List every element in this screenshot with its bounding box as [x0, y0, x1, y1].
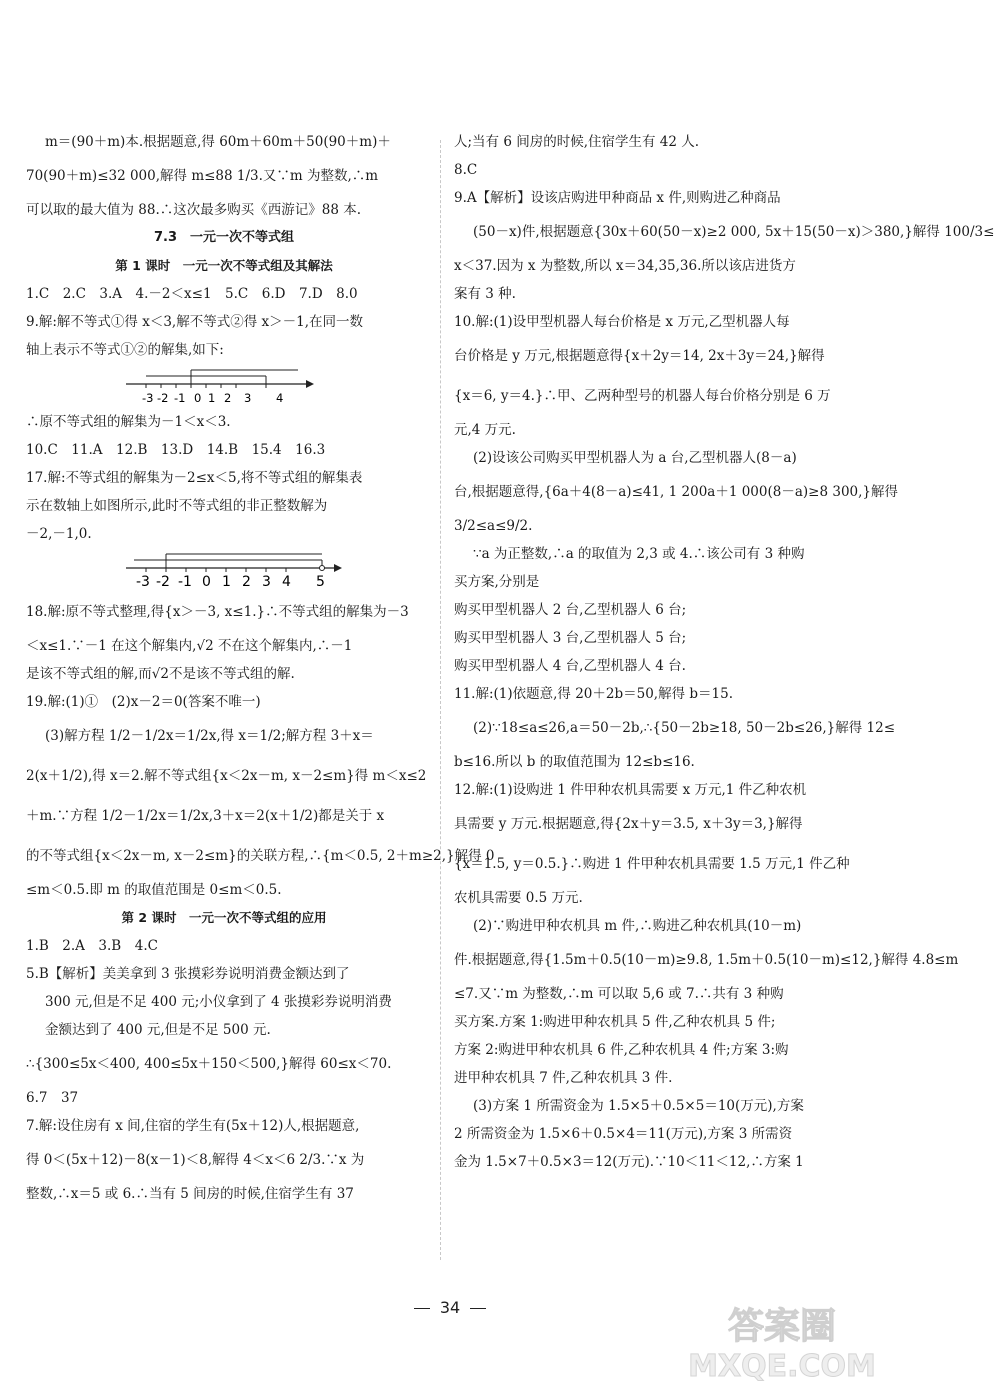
text-line: 进甲种农机具 7 件,乙种农机具 3 件. — [454, 1070, 673, 1086]
text-line: 整数,∴x＝5 或 6.∴当有 5 间房的时候,住宿学生有 37 — [26, 1186, 354, 1202]
text-line: (2)∵18≤a≤26,a＝50－2b,∴{50－2b≥18, 50－2b≤26,}解得 12≤ — [473, 720, 896, 736]
text-line: 300 元,但是不足 400 元;小仪拿到了 4 张摸彩券说明消费 — [45, 994, 392, 1010]
watermark-logo — [682, 1296, 882, 1382]
text-line: 元,4 万元. — [454, 422, 516, 438]
number-line-diagram-1 — [26, 364, 422, 408]
tick-label: -3 — [142, 391, 154, 405]
text-line: (50－x)件,根据题意{30x＋60(50－x)≥2 000, 5x＋15(50－x)＞380,}解得 100/3≤ — [473, 224, 994, 240]
tick-label: 1 — [222, 574, 231, 590]
page-number-text: 34 — [439, 1298, 461, 1317]
tick-label: 4 — [276, 391, 284, 405]
text-line: 农机具需要 0.5 万元. — [454, 890, 583, 906]
text-line: 2 所需资金为 1.5×6＋0.5×4＝11(万元),方案 3 所需资 — [454, 1126, 793, 1142]
page-dash-left — [414, 1308, 430, 1309]
text-line: {x＝6, y＝4.}∴甲、乙两种型号的机器人每台价格分别是 6 万 — [454, 388, 831, 404]
tick-label: 2 — [224, 391, 232, 405]
tick-label: 5 — [316, 574, 325, 590]
column-divider — [440, 140, 441, 1260]
tick-label: 0 — [194, 391, 202, 405]
text-line: ≤m＜0.5.即 m 的取值范围是 0≤m＜0.5. — [26, 882, 282, 898]
tick-label: -1 — [178, 574, 192, 590]
tick-label: -3 — [136, 574, 150, 590]
text-line: 购买甲型机器人 3 台,乙型机器人 5 台; — [454, 630, 687, 646]
text-line: 9.A【解析】设该店购进甲种商品 x 件,则购进乙种商品 — [454, 190, 781, 206]
answer-line: 1.C 2.C 3.A 4.－2＜x≤1 5.C 6.D 7.D 8.0 — [26, 286, 358, 302]
text-line: 买方案.方案 1:购进甲种农机具 5 件,乙种农机具 5 件; — [454, 1014, 776, 1030]
text-line: 9.解:解不等式①得 x＜3,解不等式②得 x＞－1,在同一数 — [26, 314, 363, 330]
tick-label: -1 — [174, 391, 186, 405]
text-line: 方案 2:购进甲种农机具 6 件,乙种农机具 4 件;方案 3:购 — [454, 1042, 789, 1058]
text-line: ∴{300≤5x＜400, 400≤5x＋150＜500,}解得 60≤x＜70. — [26, 1056, 392, 1072]
text-line: 70(90＋m)≤32 000,解得 m≤88 1/3.又∵m 为整数,∴m — [26, 168, 379, 184]
text-line: 具需要 y 万元.根据题意,得{2x＋y＝3.5, x＋3y＝3,}解得 — [454, 816, 803, 832]
text-line: 金额达到了 400 元,但是不足 500 元. — [45, 1022, 271, 1038]
text-line: 案有 3 种. — [454, 286, 516, 302]
tick-label: 3 — [262, 574, 271, 590]
page-dash-right — [470, 1308, 486, 1309]
text-line: (3)方案 1 所需资金为 1.5×5＋0.5×5＝10(万元),方案 — [473, 1098, 804, 1114]
answer-line: 8.C — [454, 162, 478, 178]
text-line: b≤16.所以 b 的取值范围为 12≤b≤16. — [454, 754, 695, 770]
text-line: 是该不等式组的解,而√2不是该不等式组的解. — [26, 666, 295, 682]
tick-label: -2 — [156, 574, 170, 590]
text-line: 19.解:(1)① (2)x－2＝0(答案不唯一) — [26, 694, 261, 710]
text-line: 买方案,分别是 — [454, 574, 540, 590]
watermark-text: 答案圈 — [727, 1306, 837, 1347]
section-heading: 7.3 一元一次不等式组 — [153, 230, 295, 245]
text-line: 购买甲型机器人 4 台,乙型机器人 4 台. — [454, 658, 686, 674]
text-line: ∵a 为正整数,∴a 的取值为 2,3 或 4.∴该公司有 3 种购 — [473, 546, 805, 562]
text-line: 3/2≤a≤9/2. — [454, 518, 533, 534]
number-line-diagram-2 — [26, 548, 422, 592]
tick-label: 1 — [208, 391, 216, 405]
tick-label: -2 — [157, 391, 169, 405]
text-line: 得 0＜(5x＋12)－8(x－1)＜8,解得 4＜x＜6 2/3.∵x 为 — [26, 1152, 365, 1168]
lesson-heading: 第 2 课时 一元一次不等式组的应用 — [121, 910, 327, 925]
right-column — [454, 128, 994, 1176]
text-line: 可以取的最大值为 88.∴这次最多购买《西游记》88 本. — [26, 202, 362, 218]
text-line: (2)∵购进甲种农机具 m 件,∴购进乙种农机具(10－m) — [473, 918, 802, 934]
tick-label: 0 — [202, 574, 211, 590]
tick-label: 4 — [282, 574, 291, 590]
tick-label: 3 — [244, 391, 252, 405]
text-line: 金为 1.5×7＋0.5×3＝12(万元).∵10＜11＜12,∴方案 1 — [454, 1154, 804, 1170]
text-line: 的不等式组{x＜2x－m, x－2≤m}的关联方程,∴{m＜0.5, 2＋m≥2,}解得 0 — [26, 848, 495, 864]
text-line: ＋m.∵方程 1/2－1/2x＝1/2x,3＋x＝2(x＋1/2)都是关于 x — [26, 808, 385, 824]
text-line: 2(x＋1/2),得 x＝2.解不等式组{x＜2x－m, x－2≤m}得 m＜x≤2 — [26, 768, 427, 784]
text-line: 台价格是 y 万元,根据题意得{x＋2y＝14, 2x＋3y＝24,}解得 — [454, 348, 825, 364]
text-line: ＜x≤1.∵－1 在这个解集内,√2 不在这个解集内,∴－1 — [26, 638, 353, 654]
text-line: 台,根据题意得,{6a＋4(8－a)≤41, 1 200a＋1 000(8－a)≥8 300,}解得 — [454, 484, 898, 500]
answer-line: 10.C 11.A 12.B 13.D 14.B 15.4 16.3 — [26, 442, 326, 458]
text-line: {x＝1.5, y＝0.5.}∴购进 1 件甲种农机具需要 1.5 万元,1 件乙种 — [454, 856, 850, 872]
text-line: x＜37.因为 x 为整数,所以 x＝34,35,36.所以该店进货方 — [454, 258, 796, 274]
text-line: －2,－1,0. — [26, 526, 92, 542]
text-line: 轴上表示不等式①②的解集,如下: — [26, 342, 224, 358]
tick-label: 2 — [242, 574, 251, 590]
text-line: 5.B【解析】美美拿到 3 张摸彩券说明消费金额达到了 — [26, 966, 350, 982]
answer-line: 1.B 2.A 3.B 4.C — [26, 938, 158, 954]
text-line: 人;当有 6 间房的时候,住宿学生有 42 人. — [454, 134, 700, 150]
text-line: 17.解:不等式组的解集为－2≤x＜5,将不等式组的解集表 — [26, 470, 363, 486]
text-line: ∴原不等式组的解集为－1＜x＜3. — [26, 414, 231, 430]
text-line: 件.根据题意,得{1.5m＋0.5(10－m)≥9.8, 1.5m＋0.5(10－m)≤12,}解得 4.8≤m — [454, 952, 959, 968]
text-line: (2)设该公司购买甲型机器人为 a 台,乙型机器人(8－a) — [473, 450, 797, 466]
lesson-heading: 第 1 课时 一元一次不等式组及其解法 — [115, 258, 333, 273]
text-line: 12.解:(1)设购进 1 件甲种农机具需要 x 万元,1 件乙种农机 — [454, 782, 807, 798]
text-line: 10.解:(1)设甲型机器人每台价格是 x 万元,乙型机器人每 — [454, 314, 790, 330]
text-line: 购买甲型机器人 2 台,乙型机器人 6 台; — [454, 602, 687, 618]
text-line: 示在数轴上如图所示,此时不等式组的非正整数解为 — [26, 498, 328, 514]
text-line: m＝(90＋m)本.根据题意,得 60m＋60m＋50(90＋m)＋ — [45, 134, 391, 150]
text-line: 11.解:(1)依题意,得 20＋2b＝50,解得 b＝15. — [454, 686, 734, 702]
text-line: (3)解方程 1/2－1/2x＝1/2x,得 x＝1/2;解方程 3＋x＝ — [45, 728, 374, 744]
watermark-url: MXQE.COM — [688, 1349, 876, 1384]
text-line: 18.解:原不等式整理,得{x＞－3, x≤1.}∴不等式组的解集为－3 — [26, 604, 409, 620]
text-line: 7.解:设住房有 x 间,住宿的学生有(5x＋12)人,根据题意, — [26, 1118, 360, 1134]
answer-line: 6.7 37 — [26, 1090, 79, 1106]
text-line: ≤7.又∵m 为整数,∴m 可以取 5,6 或 7.∴共有 3 种购 — [454, 986, 784, 1002]
